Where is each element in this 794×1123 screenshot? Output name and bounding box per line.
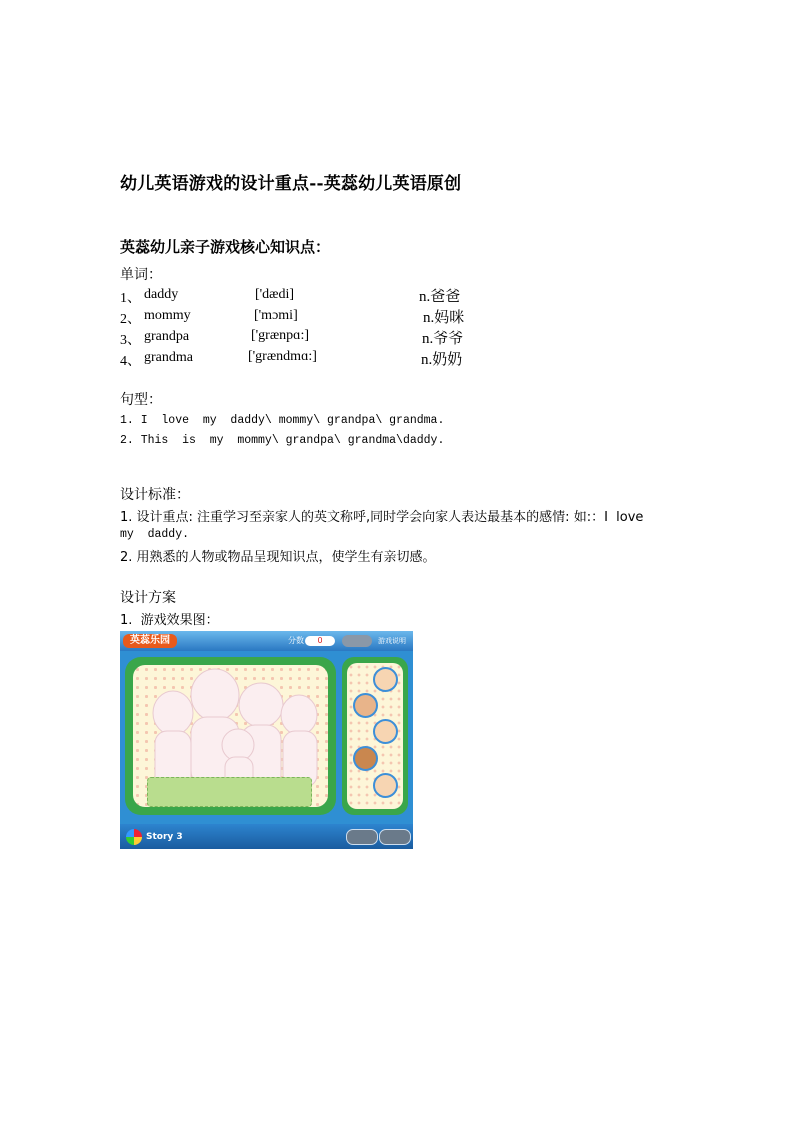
sentence-label: 句型： bbox=[120, 392, 162, 408]
baby-face-icon[interactable] bbox=[373, 773, 398, 798]
vocab-meaning: n.妈咪 bbox=[423, 310, 465, 326]
game-control-button[interactable] bbox=[379, 829, 411, 845]
plan-item: 1. 游戏效果图： bbox=[120, 613, 219, 628]
game-control-button[interactable] bbox=[346, 829, 378, 845]
game-score-label: 分数 bbox=[288, 636, 304, 645]
disc-icon bbox=[126, 829, 142, 845]
grandpa-face-icon[interactable] bbox=[373, 667, 398, 692]
page-title: 幼儿英语游戏的设计重点--英蕊幼儿英语原创 bbox=[120, 174, 462, 194]
standard-line: 1. 设计重点: 注重学习至亲家人的英文称呼,同时学会向家人表达最基本的感情: 如:：I love bbox=[120, 510, 644, 525]
vocab-num: 3、 bbox=[120, 333, 141, 348]
vocab-num: 4、 bbox=[120, 354, 141, 369]
game-screenshot bbox=[120, 631, 413, 849]
game-help-link[interactable]: 游戏说明 bbox=[378, 637, 406, 645]
sentence-line: 1. I love my daddy\ mommy\ grandpa\ grandma. bbox=[120, 414, 445, 427]
vocab-meaning: n.爸爸 bbox=[419, 289, 461, 305]
vocab-phonetic: ['grændmɑ:] bbox=[248, 349, 317, 364]
game-button[interactable] bbox=[342, 635, 372, 647]
standard-label: 设计标准： bbox=[120, 487, 190, 503]
drop-zone[interactable] bbox=[147, 777, 312, 807]
grandma-face-icon[interactable] bbox=[353, 693, 378, 718]
vocab-num: 2、 bbox=[120, 312, 141, 327]
section-heading: 英蕊幼儿亲子游戏核心知识点： bbox=[120, 238, 331, 256]
game-score-value: 0 bbox=[305, 636, 335, 646]
game-logo: 英蕊乐园 bbox=[123, 634, 177, 648]
standard-line: 2. 用熟悉的人物或物品呈现知识点，使学生有亲切感。 bbox=[120, 550, 436, 565]
vocab-word: grandma bbox=[144, 350, 193, 365]
vocab-word: grandpa bbox=[144, 329, 190, 344]
standard-line: my daddy. bbox=[120, 528, 190, 541]
vocab-word: mommy bbox=[144, 308, 191, 323]
character-panel-background bbox=[347, 663, 403, 809]
daddy-face-icon[interactable] bbox=[373, 719, 398, 744]
vocab-phonetic: ['mɔmi] bbox=[254, 308, 298, 323]
vocab-meaning: n.爷爷 bbox=[422, 331, 464, 347]
vocab-num: 1、 bbox=[120, 291, 141, 306]
vocab-phonetic: ['grænpɑ:] bbox=[251, 328, 310, 343]
vocab-meaning: n.奶奶 bbox=[421, 352, 463, 368]
character-panel bbox=[342, 657, 408, 815]
vocab-word: daddy bbox=[144, 287, 179, 302]
sentence-line: 2. This is my mommy\ grandpa\ grandma\daddy. bbox=[120, 434, 445, 447]
plan-label: 设计方案 bbox=[120, 590, 176, 606]
vocab-phonetic: ['dædi] bbox=[255, 287, 295, 302]
story-label: Story 3 bbox=[146, 832, 183, 842]
words-label: 单词： bbox=[120, 267, 162, 283]
mommy-face-icon[interactable] bbox=[353, 746, 378, 771]
